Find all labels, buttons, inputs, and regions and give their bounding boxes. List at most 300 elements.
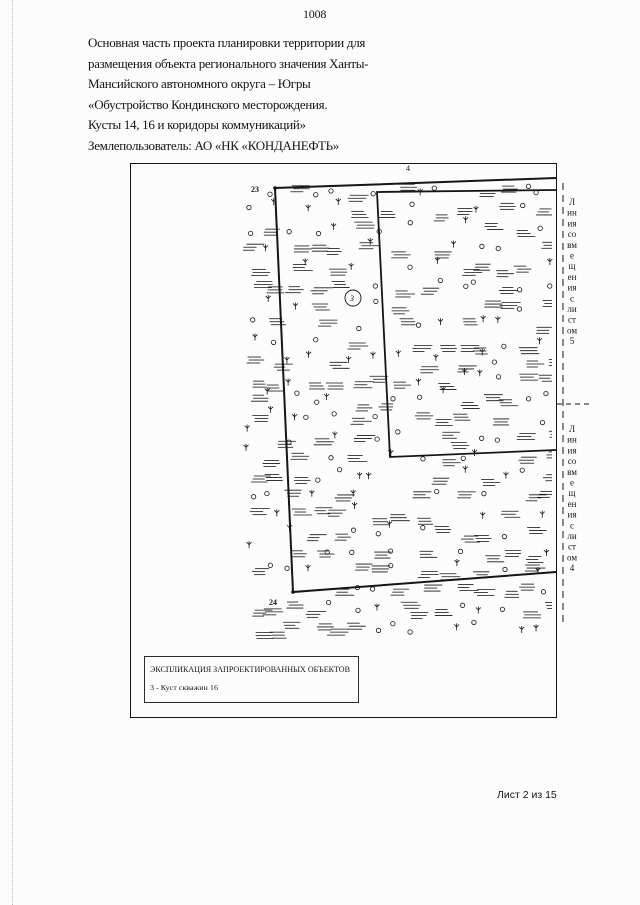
- circle-symbol: [356, 608, 360, 612]
- marsh-symbol: [401, 602, 421, 608]
- match-line-syllable: ия: [567, 445, 577, 456]
- marsh-symbol: [335, 589, 354, 595]
- marsh-symbol: [418, 571, 439, 577]
- match-line-syllable: с: [570, 293, 574, 304]
- marsh-symbol: [457, 492, 476, 498]
- circle-symbol: [295, 391, 299, 395]
- circle-symbol: [375, 437, 379, 441]
- marsh-symbol: [458, 585, 479, 591]
- tree-symbol: [351, 490, 356, 497]
- circle-symbol: [464, 284, 468, 288]
- tree-symbol: [473, 206, 478, 213]
- match-line-syllable: е: [570, 477, 574, 488]
- marsh-symbol: [504, 591, 519, 597]
- marsh-symbol: [292, 509, 312, 515]
- boundary-point-24: [291, 590, 295, 594]
- tree-symbol: [540, 511, 545, 518]
- circle-symbol: [357, 326, 361, 330]
- circle-symbol: [492, 360, 496, 364]
- marsh-symbol: [392, 308, 410, 314]
- tree-symbol: [396, 350, 401, 357]
- circle-symbol: [251, 318, 255, 322]
- header-line: Основная часть проекта планировки территории для: [88, 35, 366, 50]
- circle-symbol: [332, 412, 336, 416]
- tree-symbol: [305, 564, 310, 571]
- tree-symbol: [454, 559, 459, 566]
- match-line-syllable: ли: [567, 531, 577, 541]
- match-line-syllable: 5: [569, 336, 575, 347]
- tree-symbol: [274, 509, 279, 516]
- marsh-symbol: [435, 526, 451, 532]
- marsh-symbol: [434, 252, 451, 258]
- match-line-syllable: ин: [567, 434, 577, 445]
- circle-symbol: [396, 430, 400, 434]
- marsh-symbol: [549, 431, 552, 437]
- marsh-symbol: [284, 490, 301, 496]
- tree-symbol: [438, 318, 443, 325]
- circle-symbol: [370, 587, 374, 591]
- tree-symbol: [349, 263, 354, 270]
- tree-symbol: [477, 369, 482, 376]
- circle-symbol: [526, 184, 530, 188]
- marsh-symbol: [306, 611, 326, 617]
- circle-symbol: [520, 468, 524, 472]
- marsh-symbol: [438, 384, 456, 390]
- circle-symbol: [496, 375, 500, 379]
- marsh-symbol: [453, 414, 470, 420]
- marsh-symbol: [359, 243, 379, 249]
- tree-symbol: [352, 502, 357, 509]
- marsh-symbol: [526, 361, 544, 367]
- circle-symbol: [265, 491, 269, 495]
- marsh-symbol: [351, 418, 372, 424]
- marsh-symbol: [250, 509, 270, 515]
- marsh-symbol: [461, 345, 480, 351]
- marsh-symbol: [484, 301, 502, 307]
- marsh-symbol: [256, 632, 274, 638]
- marsh-symbol: [354, 382, 374, 388]
- marsh-symbol: [501, 511, 520, 517]
- marsh-symbol: [440, 345, 457, 351]
- marsh-symbol: [457, 366, 476, 372]
- tree-symbol: [324, 393, 329, 400]
- marsh-symbol: [537, 491, 552, 497]
- marsh-symbol: [252, 569, 269, 575]
- object-marker-number: 3: [350, 294, 354, 303]
- parcel-boundary: [275, 178, 556, 592]
- marsh-symbol: [434, 215, 449, 221]
- marsh-symbol: [314, 439, 334, 445]
- legend-title: ЭКСПЛИКАЦИЯ ЗАПРОЕКТИРОВАННЫХ ОБЪЕКТОВ: [150, 664, 351, 674]
- marsh-symbol: [519, 348, 539, 354]
- match-line-syllable: 4: [569, 563, 575, 574]
- circle-symbol: [329, 189, 333, 193]
- marsh-symbol: [549, 359, 552, 365]
- marsh-symbol: [287, 602, 304, 608]
- marsh-symbol: [519, 374, 538, 380]
- circle-symbol: [471, 280, 475, 284]
- circle-symbol: [495, 438, 499, 442]
- marsh-symbol: [285, 287, 304, 293]
- match-line-syllable: ен: [567, 498, 577, 509]
- marsh-symbol: [398, 184, 417, 190]
- circle-symbol: [316, 478, 320, 482]
- sheet-counter: Лист 2 из 15: [497, 789, 557, 801]
- header-line: «Обустройство Кондинского месторождения.: [88, 96, 328, 112]
- circle-symbol: [351, 528, 355, 532]
- match-line-syllable: со: [567, 456, 577, 467]
- point-label-4: 4: [406, 164, 410, 173]
- marsh-symbol: [326, 383, 344, 389]
- circle-symbol: [432, 186, 436, 190]
- match-line-syllable: Л: [568, 424, 576, 434]
- circle-symbol: [374, 299, 378, 303]
- marsh-symbol: [412, 345, 432, 351]
- map-frame: [131, 164, 557, 718]
- marsh-symbol: [311, 288, 333, 294]
- circle-symbol: [388, 549, 392, 553]
- circle-symbol: [548, 284, 552, 288]
- tree-symbol: [306, 351, 311, 358]
- circle-symbol: [503, 567, 507, 571]
- match-line-syllable: щ: [568, 488, 576, 499]
- tree-symbol: [266, 295, 271, 302]
- marsh-symbol: [421, 288, 439, 294]
- circle-symbol: [417, 395, 421, 399]
- marsh-symbol: [265, 475, 283, 481]
- circle-symbol: [526, 397, 530, 401]
- marsh-symbol: [546, 452, 552, 458]
- tree-symbol: [247, 541, 252, 548]
- tree-symbol: [416, 378, 421, 385]
- circle-symbol: [268, 192, 272, 196]
- marsh-symbol: [543, 475, 552, 481]
- marsh-symbol: [400, 319, 416, 325]
- marsh-symbol: [417, 518, 433, 524]
- marsh-symbol: [451, 443, 469, 449]
- circle-symbol: [248, 231, 252, 235]
- tree-symbol: [284, 356, 289, 363]
- point-label-24: 24: [269, 598, 277, 607]
- tree-symbol: [306, 204, 311, 211]
- circle-symbol: [517, 307, 521, 311]
- circle-symbol: [438, 278, 442, 282]
- marsh-symbol: [526, 495, 547, 501]
- circle-symbol: [251, 495, 255, 499]
- circle-symbol: [304, 415, 308, 419]
- marsh-symbol: [267, 385, 283, 391]
- marsh-symbol: [545, 602, 552, 608]
- circle-symbol: [520, 203, 524, 207]
- tree-symbol: [268, 406, 273, 413]
- marsh-symbol: [332, 282, 350, 288]
- match-line-syllable: ст: [568, 541, 576, 552]
- marsh-symbol: [536, 327, 552, 333]
- marsh-symbol: [390, 515, 410, 521]
- marsh-symbol: [243, 244, 264, 250]
- circle-symbol: [416, 323, 420, 327]
- marsh-symbol: [523, 612, 541, 618]
- marsh-symbol: [526, 556, 543, 562]
- marsh-symbol: [307, 535, 327, 541]
- circle-symbol: [313, 338, 317, 342]
- page-number: 1008: [303, 7, 327, 21]
- tree-symbol: [544, 549, 549, 556]
- circle-symbol: [544, 391, 548, 395]
- marsh-symbol: [329, 269, 347, 275]
- match-line-syllable: ен: [567, 271, 577, 282]
- tree-symbol: [374, 603, 379, 610]
- circle-symbol: [408, 221, 412, 225]
- tree-symbol: [547, 258, 552, 265]
- tree-symbol: [357, 472, 362, 479]
- tree-symbol: [366, 472, 371, 479]
- marsh-symbol: [270, 632, 287, 638]
- circle-symbol: [391, 621, 395, 625]
- marsh-symbol: [485, 224, 504, 230]
- circle-symbol: [376, 628, 380, 632]
- match-line-syllable: ст: [568, 314, 576, 325]
- marsh-symbol: [434, 610, 452, 616]
- marsh-symbol: [461, 403, 480, 409]
- marsh-symbol: [347, 455, 367, 461]
- marsh-symbol: [391, 252, 411, 258]
- circle-symbol: [421, 525, 425, 529]
- marsh-symbol: [395, 291, 415, 297]
- tree-symbol: [481, 315, 486, 322]
- marsh-symbol: [330, 362, 350, 368]
- marsh-symbol: [379, 404, 394, 410]
- circle-symbol: [502, 344, 506, 348]
- circle-symbol: [314, 193, 318, 197]
- match-line-syllable: ия: [567, 282, 577, 293]
- tree-symbol: [332, 431, 337, 438]
- tree-symbol: [463, 466, 468, 473]
- boundary-point-23: [273, 186, 277, 190]
- circle-symbol: [434, 489, 438, 493]
- match-line-syllable: вм: [567, 466, 577, 477]
- match-line-syllable: ия: [567, 509, 577, 520]
- marsh-symbol: [309, 383, 325, 389]
- circle-symbol: [350, 550, 354, 554]
- circle-symbol: [285, 566, 289, 570]
- tree-symbol: [244, 444, 249, 451]
- circle-symbol: [541, 590, 545, 594]
- marsh-symbol: [347, 623, 366, 629]
- circle-symbol: [540, 420, 544, 424]
- header-line: Землепользователь: АО «НК «КОНДАНЕФТЬ»: [88, 137, 340, 153]
- tree-symbol: [293, 302, 298, 309]
- tree-symbol: [519, 626, 524, 633]
- match-line-syllable: ин: [567, 207, 577, 218]
- match-line-syllable: вм: [567, 239, 577, 250]
- marsh-symbol: [457, 208, 473, 214]
- tree-symbol: [253, 333, 258, 340]
- marsh-symbol: [252, 415, 268, 421]
- header-line: Мансийского автономного округа – Югры: [88, 76, 311, 92]
- marsh-symbol: [348, 343, 369, 349]
- marsh-symbol: [505, 551, 521, 557]
- marsh-symbol: [312, 304, 330, 310]
- tree-symbol: [263, 244, 268, 251]
- point-label-23: 23: [251, 185, 259, 194]
- circle-symbol: [337, 467, 341, 471]
- marsh-symbol: [412, 492, 431, 498]
- tree-symbol: [463, 216, 468, 223]
- circle-symbol: [408, 265, 412, 269]
- circle-symbol: [326, 600, 330, 604]
- circle-symbol: [461, 456, 465, 460]
- circle-symbol: [268, 563, 272, 567]
- marsh-symbol: [496, 271, 514, 277]
- marsh-symbol: [499, 287, 518, 293]
- tree-symbol: [368, 238, 373, 245]
- circle-symbol: [247, 205, 251, 209]
- match-line-syllable: с: [570, 520, 574, 531]
- match-line-syllable: Л: [568, 197, 576, 207]
- marsh-symbol: [514, 266, 532, 272]
- marsh-symbol: [541, 242, 552, 248]
- marsh-symbol: [291, 551, 307, 557]
- circle-symbol: [480, 244, 484, 248]
- tree-symbol: [292, 413, 297, 420]
- marsh-symbol: [318, 320, 337, 326]
- marsh-symbol: [251, 476, 271, 482]
- marsh-symbol: [311, 245, 329, 251]
- marsh-symbol: [525, 565, 545, 571]
- marsh-symbol: [354, 222, 375, 228]
- marsh-symbol: [410, 612, 428, 618]
- marsh-symbol: [432, 478, 450, 484]
- marsh-symbol: [415, 413, 433, 419]
- marsh-symbol: [293, 265, 313, 271]
- marsh-symbol: [355, 564, 372, 570]
- marsh-symbol: [393, 382, 411, 388]
- marsh-symbol: [527, 528, 546, 534]
- circle-symbol: [315, 400, 319, 404]
- marsh-symbol: [493, 419, 509, 425]
- marsh-symbol: [499, 203, 516, 209]
- marsh-symbol: [348, 195, 369, 201]
- marsh-symbol: [251, 395, 268, 401]
- marsh-symbol: [442, 460, 460, 466]
- marsh-symbol: [294, 246, 311, 252]
- circle-symbol: [373, 284, 377, 288]
- circle-symbol: [371, 192, 375, 196]
- tree-symbol: [370, 352, 375, 359]
- marsh-symbol: [328, 510, 347, 516]
- marsh-symbol: [335, 495, 355, 501]
- circle-symbol: [287, 229, 291, 233]
- match-line-syllable: со: [567, 229, 577, 240]
- marsh-symbol: [351, 211, 368, 217]
- marsh-symbol: [519, 457, 537, 463]
- marsh-symbol: [517, 434, 536, 440]
- circle-symbol: [329, 456, 333, 460]
- match-line-syllable: ли: [567, 304, 577, 314]
- marsh-symbol: [543, 301, 552, 307]
- circle-symbol: [458, 549, 462, 553]
- marsh-symbol: [326, 248, 341, 254]
- circle-symbol: [502, 534, 506, 538]
- marsh-symbol: [435, 419, 453, 425]
- marsh-symbol: [269, 319, 286, 325]
- marsh-symbol: [372, 566, 391, 572]
- match-line-syllable: щ: [568, 261, 576, 272]
- marsh-symbol: [481, 480, 500, 486]
- circle-symbol: [391, 397, 395, 401]
- circle-symbol: [376, 532, 380, 536]
- marsh-symbol: [463, 319, 478, 325]
- tree-symbol: [451, 240, 456, 247]
- circle-symbol: [373, 414, 377, 418]
- header-line: размещения объекта регионального значения Ханты-: [88, 55, 369, 71]
- marsh-symbol: [291, 453, 310, 459]
- legend-item: 3 - Куст скважин 16: [150, 683, 219, 692]
- circle-symbol: [496, 246, 500, 250]
- marsh-symbol: [420, 551, 438, 557]
- match-line-labels: [567, 197, 577, 573]
- marsh-symbol: [442, 432, 460, 438]
- marsh-symbol: [251, 269, 270, 275]
- marsh-symbol: [424, 585, 443, 591]
- tree-symbol: [454, 623, 459, 630]
- tree-symbol: [309, 490, 314, 497]
- circle-symbol: [482, 491, 486, 495]
- circle-symbol: [472, 620, 476, 624]
- match-line-syllable: е: [570, 250, 574, 261]
- tree-symbol: [480, 512, 485, 519]
- tree-symbol: [537, 337, 542, 344]
- header-line: Кусты 14, 16 и коридоры коммуникаций»: [88, 117, 306, 133]
- circle-symbol: [271, 340, 275, 344]
- marsh-symbol: [519, 584, 535, 590]
- tree-symbol: [476, 606, 481, 613]
- marsh-symbol: [283, 622, 300, 628]
- marsh-symbol: [263, 460, 281, 466]
- match-line-syllable: ом: [566, 552, 578, 563]
- marsh-symbol: [517, 231, 536, 237]
- match-line-syllable: ом: [566, 325, 578, 336]
- marsh-symbol: [247, 357, 265, 363]
- tree-symbol: [286, 378, 291, 385]
- marsh-symbol: [536, 209, 552, 215]
- match-line-syllable: ия: [567, 218, 577, 229]
- circle-symbol: [410, 202, 414, 206]
- tree-symbol: [503, 472, 508, 479]
- circle-symbol: [316, 231, 320, 235]
- circle-symbol: [517, 288, 521, 292]
- marsh-symbol: [335, 534, 351, 540]
- circle-symbol: [500, 607, 504, 611]
- marsh-symbol: [539, 375, 552, 381]
- tree-symbol: [495, 316, 500, 323]
- marsh-symbol: [485, 556, 504, 562]
- tree-symbol: [245, 425, 250, 432]
- circle-symbol: [408, 630, 412, 634]
- tree-symbol: [336, 198, 341, 205]
- marsh-symbol: [390, 589, 409, 595]
- tree-symbol: [433, 354, 438, 361]
- marsh-symbol: [356, 405, 373, 411]
- marsh-symbol: [354, 435, 375, 441]
- circle-symbol: [287, 440, 291, 444]
- marsh-symbol: [420, 367, 439, 373]
- circle-symbol: [479, 436, 483, 440]
- marsh-symbol: [378, 211, 396, 217]
- marsh-symbol: [473, 348, 488, 354]
- marsh-symbol: [294, 478, 311, 484]
